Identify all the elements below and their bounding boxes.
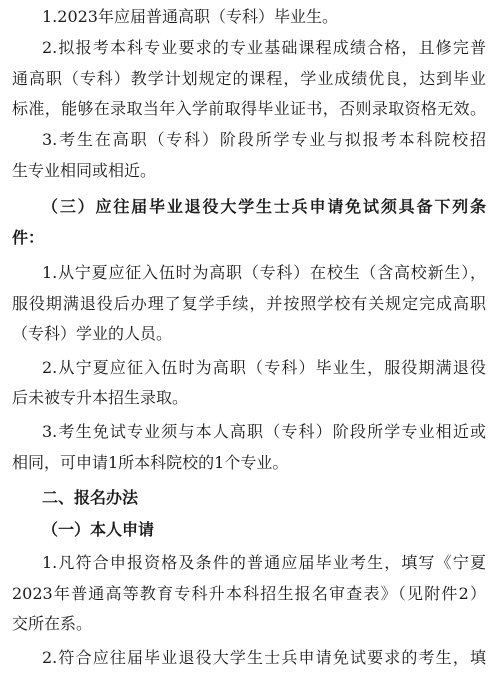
paragraph-line: 后未被专升本招生录取。 xyxy=(12,388,189,407)
paragraph-line: 通高职（专科）教学计划规定的课程，学业成绩优良，达到毕业 xyxy=(12,69,486,88)
section-heading: 二、报名办法 xyxy=(42,488,139,507)
paragraph-line: 生专业相同或相近。 xyxy=(12,161,157,180)
paragraph-line: 3.考生在高职（专科）阶段所学专业与拟报考本科院校招 xyxy=(42,130,486,149)
paragraph-line: 2.从宁夏应征入伍时为高职（专科）毕业生，服役期满退役 xyxy=(42,358,486,377)
paragraph-line: 交所在系。 xyxy=(12,614,93,633)
section-heading: 件： xyxy=(12,228,45,247)
paragraph-line: 相同，可申请1所本科院校的1个专业。 xyxy=(12,453,289,472)
paragraph-line: 3.考生免试专业须与本人高职（专科）阶段所学专业相近或 xyxy=(42,422,486,441)
paragraph-line: 1.凡符合申报资格及条件的普通应届毕业考生，填写《宁夏 xyxy=(42,553,486,572)
paragraph-line: （专科）学业的人员。 xyxy=(12,324,173,343)
paragraph-line: 标准，能够在录取当年入学前取得毕业证书，否则录取资格无效。 xyxy=(12,99,486,118)
paragraph-line: 服役期满退役后办理了复学手续，并按照学校有关规定完成高职 xyxy=(12,294,486,313)
paragraph-line: 2023年普通高等教育专科升本科招生报名审查表》（见附件2） xyxy=(12,584,486,603)
section-heading: （三）应往届毕业退役大学生士兵申请免试须具备下列条 xyxy=(42,197,486,216)
paragraph-line: 1.2023年应届普通高职（专科）毕业生。 xyxy=(42,7,338,26)
paragraph-line: 2.符合应往届毕业退役大学生士兵申请免试要求的考生，填 xyxy=(42,648,486,667)
paragraph-line: 1.从宁夏应征入伍时为高职（专科）在校生（含高校新生）， xyxy=(42,263,486,282)
paragraph-line: 2.拟报考本科专业要求的专业基础课程成绩合格，且修完普 xyxy=(42,38,486,57)
subsection-heading: （一）本人申请 xyxy=(42,520,155,539)
